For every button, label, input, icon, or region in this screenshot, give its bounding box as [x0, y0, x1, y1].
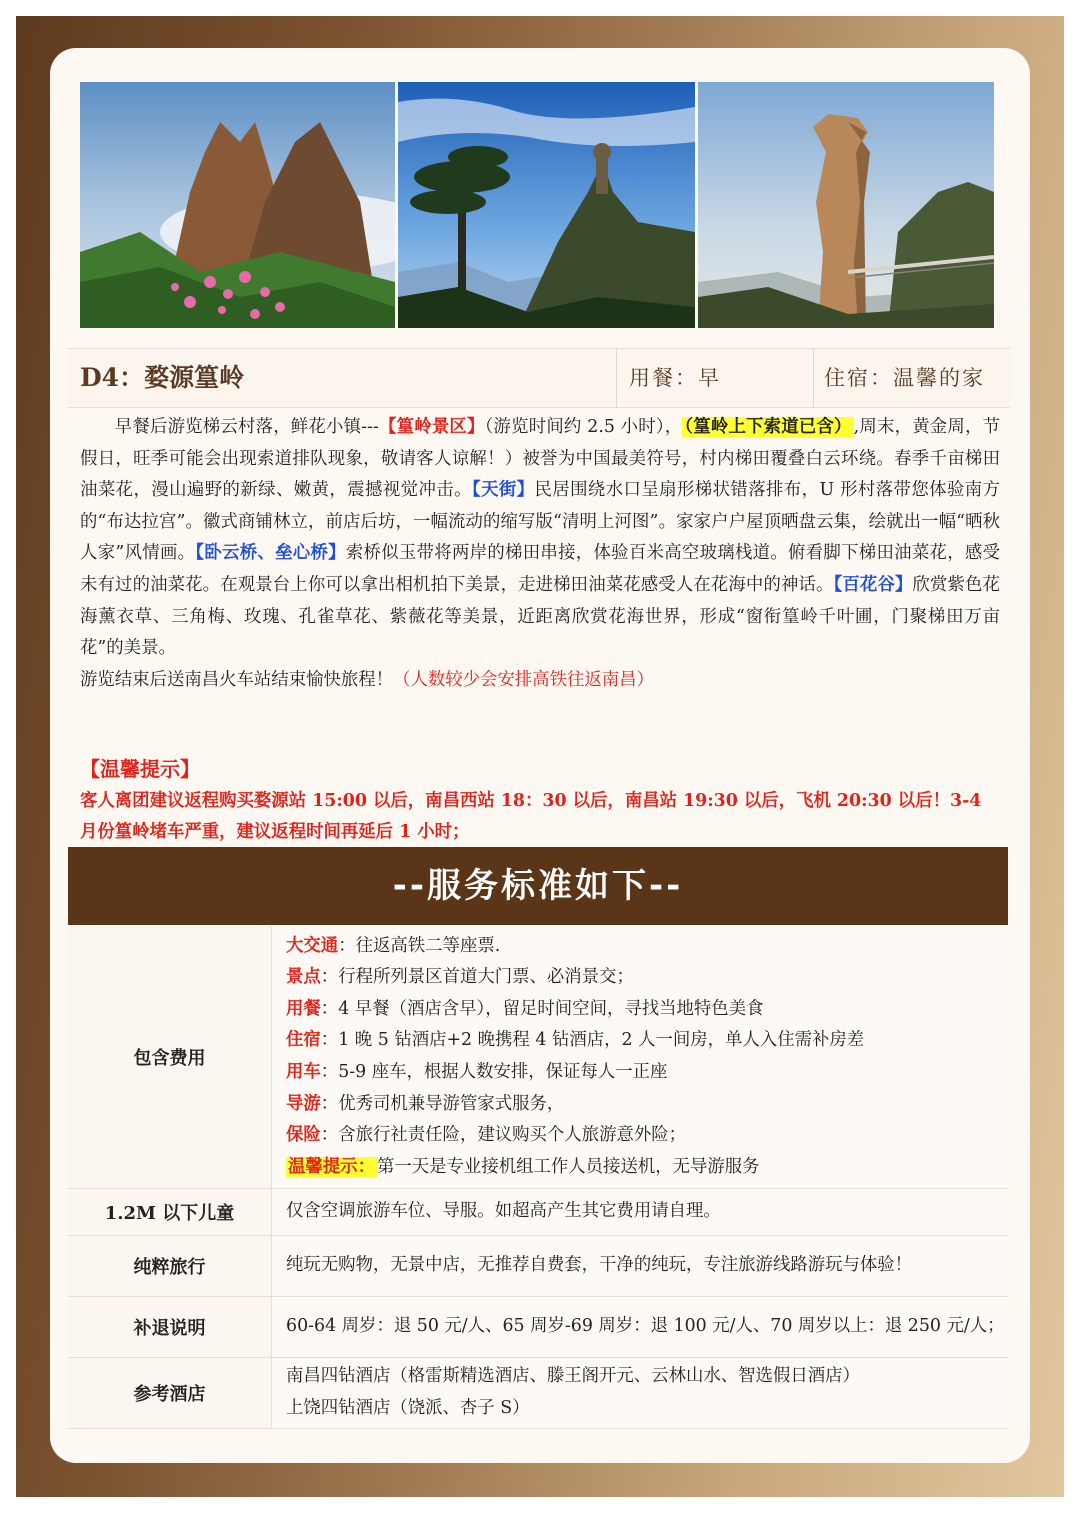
meal-info: 用餐：早	[616, 349, 823, 407]
refund-text: 60-64 周岁：退 50 元/人、65 周岁-69 周岁：退 100 元/人、70 周岁以上：退 250 元/人；	[272, 1297, 1008, 1357]
included-item: 用餐：4 早餐（酒店含早），留足时间空间，寻找当地特色美食	[286, 998, 764, 1019]
included-list	[272, 926, 1008, 1188]
spot-baihuagu: 【百花谷】	[833, 574, 913, 595]
spot-bridges: 【卧云桥、垒心桥】	[195, 543, 346, 564]
child-text: 仅含空调旅游车位、导服。如超高产生其它费用请自理。	[272, 1189, 1008, 1235]
spot-tianjie: 【天街】	[471, 480, 535, 501]
text-segment: 早餐后游览梯云村落，鲜花小镇---	[114, 417, 379, 437]
pure-label: 纯粹旅行	[68, 1236, 272, 1296]
included-item: 大交通：往返高铁二等座票.	[286, 935, 501, 956]
itinerary-description	[80, 412, 1000, 696]
hotel-line: 上饶四钻酒店（饶派、杏子 S）	[286, 1398, 530, 1418]
text-segment: 索桥似玉带将两岸的梯田串接，体验百米高空玻璃栈道。俯看脚下梯田油菜花，感受未有过的油菜花。在观景台上你可以拿出相机拍下美景，走进梯田油菜花感受人在花海中的神话。	[80, 543, 1000, 595]
description-closing	[80, 665, 1000, 697]
pure-text: 纯玩无购物，无景中店，无推荐自费套，干净的纯玩，专注旅游线路游玩与体验！	[272, 1236, 1008, 1296]
included-item: 用车：5-9 座车，根据人数安排，保证每人一正座	[286, 1062, 668, 1082]
hotel-list	[272, 1358, 1008, 1428]
photo-pine-rock	[398, 82, 695, 328]
service-table	[68, 926, 1008, 1429]
included-item: 景点：行程所列景区首道大门票、必消景交；	[286, 967, 634, 988]
tips-body: 客人离团建议返程购买婺源站 15:00 以后，南昌西站 18：30 以后，南昌站 19:30 以后，飞机 20:30 以后！3-4 月份篁岭堵车严重，建议返程时间再延后 1 小时；	[80, 791, 982, 842]
stay-info: 住宿：温馨的家	[813, 349, 1010, 407]
highlight-cableway: （篁岭上下索道已含）	[684, 417, 852, 437]
day-header-row	[68, 348, 1010, 408]
text-segment: ,周末，黄金周，节假日，旺季可能会出现索道排队现象，敬请客人谅解！）被誉为中国最美符号，村内梯田覆叠白云环绕。春季千亩梯田油菜花，漫山遍野的新绿、嫩黄，震撼视觉冲击。	[80, 417, 1000, 501]
included-item: 导游：优秀司机兼导游管家式服务，	[286, 1093, 565, 1114]
warm-tips	[80, 754, 1002, 848]
photo-rock-column	[698, 82, 994, 328]
table-row-hotel	[68, 1358, 1008, 1429]
text-segment: 游览结束后送南昌火车站结束愉快旅程！	[80, 669, 394, 690]
photo-misty-peaks	[80, 82, 395, 328]
text-segment: 民居围绕水口呈扇形梯状错落排布，U 形村落带您体验南方的“布达拉宫”。徽式商铺林立，前店后坊，一幅流动的缩写版“清明上河图”。家家户户屋顶晒盘云集，绘就出一幅“晒秋人家”风情画。	[80, 480, 1000, 564]
refund-label: 补退说明	[68, 1297, 272, 1357]
table-row-child	[68, 1189, 1008, 1236]
text-segment: （游览时间约 2.5 小时），	[484, 417, 683, 437]
hotel-label: 参考酒店	[68, 1358, 272, 1428]
spot-huangling: 【篁岭景区】	[378, 417, 485, 437]
description-paragraph	[80, 412, 1000, 665]
train-note: （人数较少会安排高铁往返南昌）	[393, 669, 654, 690]
included-item: 保险：含旅行社责任险，建议购买个人旅游意外险；	[286, 1125, 687, 1146]
service-standard-banner: --服务标准如下--	[68, 847, 1008, 925]
child-label: 1.2M 以下儿童	[68, 1189, 272, 1235]
included-label: 包含费用	[68, 926, 272, 1188]
text-segment: 欣赏紫色花海薰衣草、三角梅、玫瑰、孔雀草花、紫薇花等美景，近距离欣赏花海世界，形成“窗衔篁岭千叶圃，门聚梯田万亩花”的美景。	[80, 574, 1000, 659]
included-item: 住宿：1 晚 5 钻酒店+2 晚携程 4 钻酒店，2 人一间房，单人入住需补房差	[286, 1030, 865, 1051]
photo-strip	[80, 82, 994, 328]
hotel-line: 南昌四钻酒店（格雷斯精选酒店、滕王阁开元、云林山水、智选假日酒店）	[286, 1366, 860, 1387]
table-row-included	[68, 926, 1008, 1189]
included-item: 温馨提示： 第一天是专业接机组工作人员接送机，无导游服务	[288, 1156, 760, 1177]
day-title: D4：婺源篁岭	[80, 363, 245, 392]
table-row-pure	[68, 1236, 1008, 1297]
tips-title: 【温馨提示】	[80, 757, 200, 781]
table-row-refund	[68, 1297, 1008, 1358]
